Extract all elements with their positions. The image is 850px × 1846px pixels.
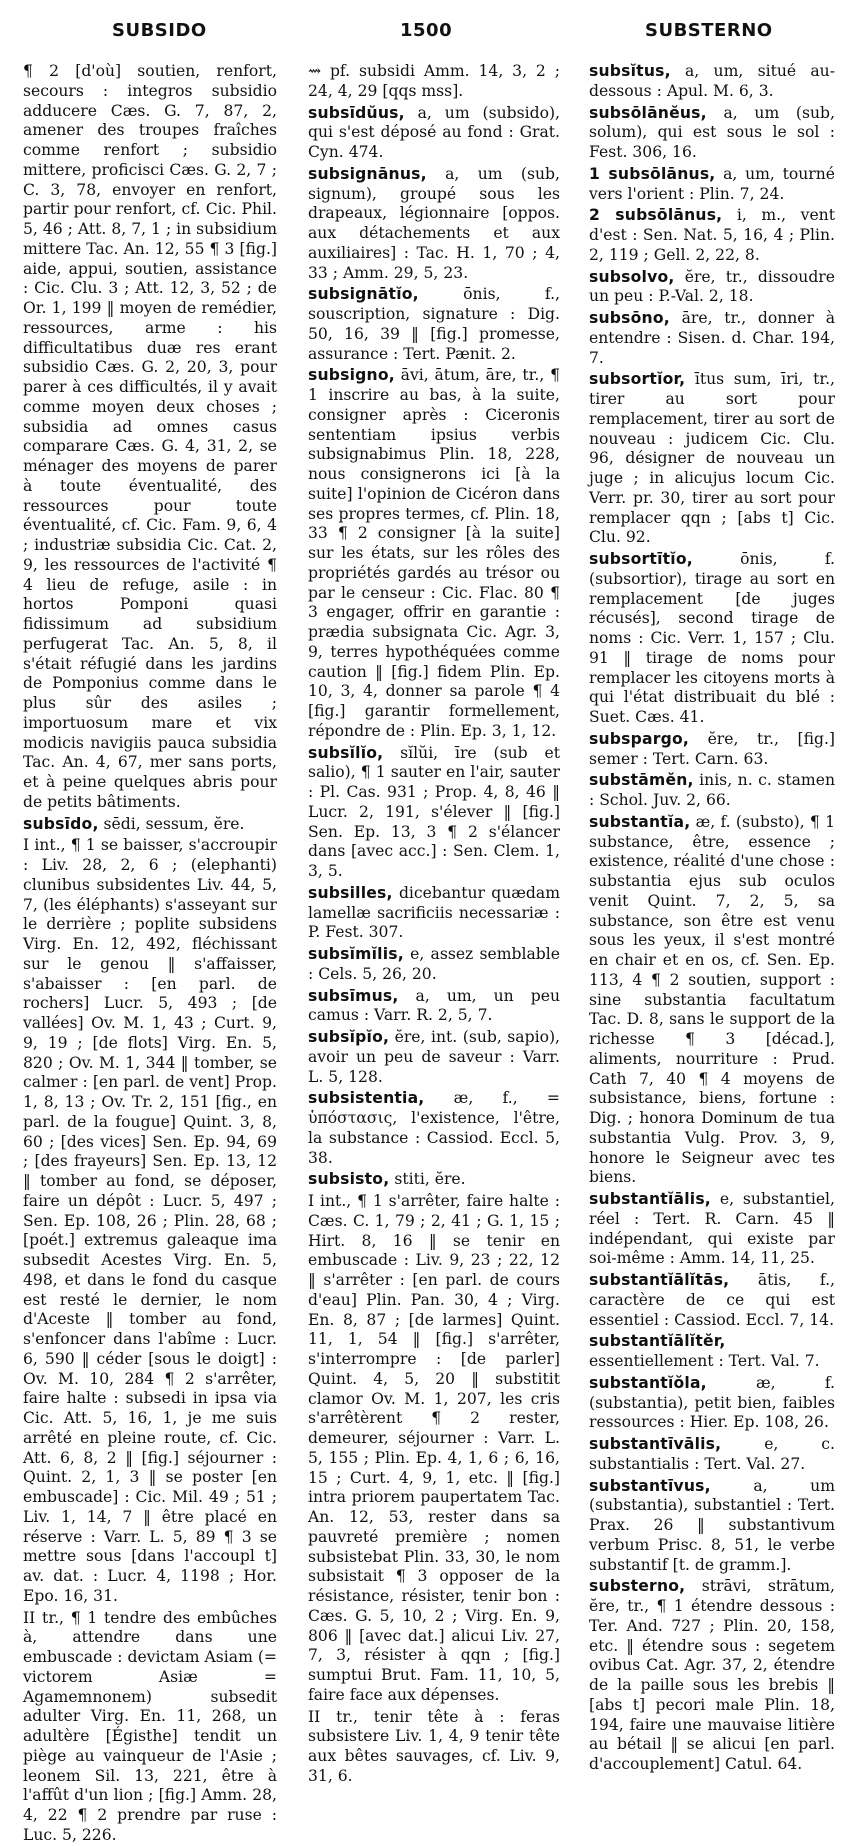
entry-text: a, um, situé au-dessous : Apul. M. 6, 3. bbox=[589, 62, 835, 100]
dictionary-entry bbox=[308, 165, 560, 284]
entry-headword: subsōno, bbox=[589, 309, 670, 327]
dictionary-entry bbox=[589, 1374, 835, 1433]
entry-text: a, um, un peu camus : Varr. R. 2, 5, 7. bbox=[308, 986, 560, 1025]
dictionary-entry bbox=[589, 62, 835, 102]
dictionary-entry bbox=[589, 206, 835, 265]
entry-text: I int., ¶ 1 se baisser, s'accroupir : Liv. 28, 2, 6 ; (elephanti) clunibus subsidentes Liv. 44, 5, 7, (les éléphants) s'asseyant sur le derrière ; poplite subsidens Virg. En. 12, 492, fléchissant sur le genou ‖ s'affaisser, s'abaisser : [en parl. de rochers] Lucr. 5, 493 ; [de vallées] Ov. M. 1, 43 ; Curt. 9, 9, 19 ; [de flots] Virg. En. 5, 820 ; Ov. M. 1, 344 ‖ tomber, se calmer : [en parl. de vent] Prop. 1, 8, 13 ; Ov. Tr. 2, 151 [fig., en parl. de la fougue] Quint. 3, 8, 60 ; [des vices] Sen. Ep. 94, 69 ; [des frayeurs] Sen. Ep. 13, 12 ‖ tomber au fond, se déposer, faire un dépôt : Lucr. 5, 497 ; Sen. Ep. 108, 26 ; Plin. 28, 68 ; [poét.] extremus galeaque ima subsedit Acestes Virg. En. 5, 498, et dans le fond du casque est resté le dernier, le nom d'Aceste ‖ tomber au fond, s'enfoncer dans l'abîme : Lucr. 6, 590 ‖ céder [sous le doigt] : Ov. M. 10, 284 ¶ 2 s'arrêter, faire halte : subsedi in ipsa via Cic. Att. 5, 16, 1, je me suis arrêté en pleine route, cf. Cic. Att. 6, 8, 2 ‖ [fig.] séjourner : Quint. 2, 1, 3 ‖ se poster [en embuscade] : Cic. Mil. 49 ; 51 ; Liv. 1, 14, 7 ‖ être placé en réserve : Varr. L. 5, 89 ¶ 3 se mettre sous [dans l'accoupl t] av. dat. : Lucr. 4, 1198 ; Hor. Epo. 16, 31. bbox=[23, 836, 277, 1605]
entry-headword: subsĭlĭo, bbox=[308, 743, 384, 762]
dictionary-entry bbox=[308, 366, 560, 741]
dictionary-entry bbox=[589, 813, 835, 1188]
dictionary-entry bbox=[589, 550, 835, 728]
entry-headword: subsigno, bbox=[308, 366, 395, 385]
entry-headword: subsĭmĭlis, bbox=[308, 945, 404, 963]
entry-text: strāvi, strātum, ĕre, tr., ¶ 1 étendre dessous : Ter. And. 727 ; Plin. 20, 158, etc. ‖ étendre sous : segetem ovibus Cat. Agr. 37, 2, étendre de la paille sous les brebis ‖ [abs t] pecori male Plin. 18, 194, faire une mauvaise litière au bétail ‖ se alicui [en parl. d'accouplement] Catul. 64. bbox=[589, 1577, 835, 1773]
dictionary-entry bbox=[308, 1170, 560, 1190]
entry-text: ōnis, f., souscription, signature : Dig. 50, 16, 39 ‖ [fig.] promesse, assurance : Tert. Pænit. 2. bbox=[308, 285, 560, 363]
entry-text: ĕre, int. (sub, sapio), avoir un peu de saveur : Varr. L. 5, 128. bbox=[308, 1028, 560, 1086]
running-head-left: SUBSIDO bbox=[112, 20, 207, 41]
entry-headword: subsortītĭo, bbox=[589, 550, 693, 568]
entry-text: essentiellement : Tert. Val. 7. bbox=[589, 1352, 820, 1370]
entry-headword: subsĭpĭo, bbox=[308, 1028, 390, 1046]
entry-headword: 1 subsōlānus, bbox=[589, 164, 716, 183]
entry-text: ōnis, f. (subsortior), tirage au sort en remplacement [de juges récusés], second tirage de noms : Cic. Verr. 1, 157 ; Clu. 91 ‖ tirage de noms pour remplacer les citoyens morts à qui l'état distribuait du blé : Suet. Cæs. 41. bbox=[589, 550, 835, 726]
entry-text: a, um (sub, solum), qui est sous le sol : Fest. 306, 16. bbox=[589, 103, 835, 161]
dictionary-entry bbox=[308, 987, 560, 1027]
entry-headword: subsīdo, bbox=[23, 814, 99, 833]
entry-text: stiti, ĕre. bbox=[389, 1170, 466, 1189]
dictionary-entry bbox=[23, 1609, 277, 1846]
dictionary-entry bbox=[589, 1190, 835, 1269]
dictionary-entry bbox=[308, 62, 560, 102]
dictionary-entry bbox=[589, 1271, 835, 1330]
dictionary-entry bbox=[589, 165, 835, 205]
dictionary-entry bbox=[589, 771, 835, 811]
dictionary-entry bbox=[589, 1477, 835, 1576]
entry-headword: substerno, bbox=[589, 1577, 686, 1596]
dictionary-entry bbox=[308, 285, 560, 364]
entry-headword: subsilles, bbox=[308, 883, 393, 902]
entry-headword: subsignātĭo, bbox=[308, 285, 419, 304]
dictionary-entry bbox=[308, 744, 560, 882]
dictionary-entry bbox=[589, 370, 835, 548]
column-3 bbox=[589, 62, 835, 1773]
entry-text: sĭlŭi, īre (sub et salio), ¶ 1 sauter en l'air, sauter : Pl. Cas. 931 ; Prop. 4, 8, 46 ‖ Lucr. 2, 191, s'élever ‖ [fig.] Sen. Ep. 13, 3 ¶ 2 s'élancer dans [avec acc.] : Sen. Clem. 1, 3, 5. bbox=[308, 743, 560, 880]
entry-text: a, um, tourné vers l'orient : Plin. 7, 24. bbox=[589, 164, 835, 203]
dictionary-entry bbox=[308, 945, 560, 985]
entry-text: e, substantiel, réel : Tert. R. Carn. 45 ‖ indépendant, qui existe par soi-même : Amm. 14, 11, 25. bbox=[589, 1190, 835, 1268]
entry-headword: subsistentia, bbox=[308, 1089, 425, 1108]
dictionary-entry bbox=[589, 268, 835, 308]
entry-headword: subsōlānĕus, bbox=[589, 103, 707, 122]
dictionary-entry bbox=[23, 815, 277, 835]
entry-headword: substantĭŏla, bbox=[589, 1373, 707, 1392]
entry-headword: subspargo, bbox=[589, 729, 690, 748]
entry-text: e, assez semblable : Cels. 5, 26, 20. bbox=[308, 945, 560, 983]
entry-headword: subsignānus, bbox=[308, 164, 427, 183]
entry-headword: subsisto, bbox=[308, 1170, 390, 1189]
entry-headword: subsolvo, bbox=[589, 267, 675, 286]
entry-text: I int., ¶ 1 s'arrêter, faire halte : Cæs. C. 1, 79 ; 2, 41 ; G. 1, 15 ; Hirt. 8, 16 ‖ se tenir en embuscade : Liv. 9, 23 ; 22, 12 ‖ s'arrêter : [en parl. de cours d'eau] Plin. Pan. 30, 4 ; Virg. En. 8, 87 ; [de larmes] Quint. 11, 1, 54 ‖ [fig.] s'arrêter, s'interrompre : [de parler] Quint. 4, 5, 20 ‖ substitit clamor Ov. M. 1, 207, les cris s'arrêtèrent ¶ 2 rester, demeurer, séjourner : Varr. L. 5, 155 ; Plin. Ep. 4, 1, 6 ; 6, 16, 15 ; Curt. 4, 9, 1, etc. ‖ [fig.] intra priorem paupertatem Tac. An. 12, 53, rester dans sa pauvreté première ; nomen subsistebat Plin. 33, 30, le nom subsistait ¶ 3 opposer de la résistance, résister, tenir bon : Cæs. G. 5, 10, 2 ; Virg. En. 9, 806 ‖ [avec dat.] alicui Liv. 27, 7, 3, résister à qqn ; [fig.] sumptui Brut. Fam. 11, 10, 5, faire face aux dépenses. bbox=[308, 1192, 560, 1704]
entry-headword: substantīvus, bbox=[589, 1476, 711, 1495]
entry-headword: subsīmus, bbox=[308, 986, 399, 1005]
dictionary-entry bbox=[589, 1435, 835, 1475]
entry-text: ĕre, tr., [fig.] semer : Tert. Carn. 63. bbox=[589, 729, 835, 768]
entry-text: ¶ 2 [d'où] soutien, renfort, secours : integros subsidio adducere Cæs. G. 7, 87, 2, amener des troupes fraîches comme renfort ; subsidio mittere, proficisci Cæs. G. 2, 7 ; C. 3, 78, envoyer en renfort, partir pour renfort, cf. Cic. Phil. 5, 46 ; Att. 8, 7, 1 ; in subsidium mittere Tac. An. 12, 55 ¶ 3 [fig.] aide, appui, soutien, assistance : Cic. Clu. 3 ; Att. 12, 3, 52 ; de Or. 1, 199 ‖ moyen de remédier, ressources, arme : his difficultatibus duæ res erant subsidio Cæs. G. 2, 20, 3, pour parer à ces difficultés, il y avait comme moyen deux choses ; subsidia ad omnes casus comparare Cæs. G. 4, 31, 2, se ménager des moyens de parer à toute éventualité, des ressources pour toute éventualité, cf. Cic. Fam. 9, 6, 4 ; industriæ subsidia Cic. Cat. 2, 9, les ressources de l'activité ¶ 4 lieu de refuge, asile : in hortos Pomponi quasi fidissimum ad subsidium perfugerat Tac. An. 5, 8, il s'était réfugié dans les jardins de Pomponius comme dans le plus sûr des asiles ; importuosum mare et vix modicis navigiis pauca subsidia Tac. An. 4, 67, mer sans ports, et à peine quelques abris pour de petits bâtiments. bbox=[23, 62, 277, 811]
entry-text: a, um (sub, signum), groupé sous les drapeaux, légionnaire [oppos. aux détachements et aux auxiliaires] : Tac. H. 1, 70 ; 4, 33 ; Amm. 29, 5, 23. bbox=[308, 164, 560, 282]
dictionary-entry bbox=[589, 730, 835, 770]
running-head-right: SUBSTERNO bbox=[645, 20, 773, 41]
dictionary-entry bbox=[23, 836, 277, 1606]
column-1 bbox=[23, 62, 277, 1844]
entry-text: sēdi, sessum, ĕre. bbox=[98, 814, 245, 833]
entry-text: e, c. substantialis : Tert. Val. 27. bbox=[589, 1435, 835, 1473]
entry-headword: substantĭālĭtās, bbox=[589, 1271, 730, 1289]
entry-text: a, um (subsido), qui s'est déposé au fond : Grat. Cyn. 474. bbox=[308, 103, 560, 161]
entry-headword: substantĭa, bbox=[589, 812, 691, 831]
entry-headword: subsīdŭus, bbox=[308, 103, 405, 122]
entry-text: æ, f., = ὑπόστασις, l'existence, l'être, la substance : Cassiod. Eccl. 5, 38. bbox=[308, 1089, 560, 1167]
dictionary-entry bbox=[589, 309, 835, 368]
dictionary-entry bbox=[589, 1332, 835, 1372]
entry-headword: substantĭālis, bbox=[589, 1190, 711, 1208]
entry-text: ātis, f., caractère de ce qui est essentiel : Cassiod. Eccl. 7, 14. bbox=[589, 1271, 835, 1329]
dictionary-entry bbox=[308, 104, 560, 163]
dictionary-entry bbox=[308, 884, 560, 943]
entry-text: dicebantur quædam lamellæ sacrificiis necessariæ : P. Fest. 307. bbox=[308, 883, 560, 942]
dictionary-entry bbox=[308, 1192, 560, 1706]
dictionary-entry bbox=[589, 104, 835, 163]
entry-text: āre, tr., donner à entendre : Sisen. d. Char. 194, 7. bbox=[589, 309, 835, 367]
entry-headword: 2 subsōlānus, bbox=[589, 206, 723, 225]
entry-text: ĕre, tr., dissoudre un peu : P.-Val. 2, 18. bbox=[589, 267, 835, 306]
entry-text: āvi, ātum, āre, tr., ¶ 1 inscrire au bas, à la suite, consigner après : Ciceronis sententiam ipsius verbis subsignabimus Plin. 18, 228, nous consignerons ici [à la suite] l'opinion de Cicéron dans ses propres termes, cf. Plin. 18, 33 ¶ 2 consigner [à la suite] sur les états, sur les rôles des propriétés gardés au trésor ou par le censeur : Cic. Flac. 80 ¶ 3 engager, offrir en garantie : prædia subsignata Cic. Agr. 3, 9, terres hypothéquées comme caution ‖ [fig.] fidem Plin. Ep. 10, 3, 4, donner sa parole ¶ 4 [fig.] garantir formellement, répondre de : Plin. Ep. 3, 1, 12. bbox=[308, 366, 560, 740]
page-number: 1500 bbox=[400, 20, 453, 41]
dictionary-entry bbox=[308, 1089, 560, 1168]
entry-text: ītus sum, īri, tr., tirer au sort pour remplacement, tirer au sort de nouveau : judicem Cic. Clu. 96, désigner de nouveau un juge ; in alicujus locum Cic. Verr. pr. 30, tirer au sort pour remplacer qqn ; [abs t] Cic. Clu. 92. bbox=[589, 370, 835, 547]
column-2 bbox=[308, 62, 560, 1785]
dictionary-entry bbox=[23, 62, 277, 813]
entry-text: II tr., ¶ 1 tendre des embûches à, attendre dans une embuscade : devictam Asiam (= victorem Asiæ = Agamemnonem) subsedit adulter Virg. En. 11, 268, un adultère [Égisthe] tendit un piège au vainqueur de l'Asie ; leonem Sil. 13, 221, être à l'affût d'un lion ; [fig.] Amm. 28, 4, 22 ¶ 2 prendre par ruse : Luc. 5, 226. bbox=[23, 1608, 277, 1844]
entry-text: i, m., vent d'est : Sen. Nat. 5, 16, 4 ; Plin. 2, 119 ; Gell. 2, 22, 8. bbox=[589, 206, 835, 264]
entry-headword: substāmĕn, bbox=[589, 771, 694, 790]
dictionary-entry bbox=[308, 1708, 560, 1787]
dictionary-entry bbox=[308, 1028, 560, 1087]
entry-headword: substantīvālis, bbox=[589, 1435, 722, 1453]
entry-text: a, um (substantia), substantiel : Tert. Prax. 26 ‖ substantivum verbum Prisc. 8, 51, le verbe substantif [t. de gramm.]. bbox=[589, 1476, 835, 1574]
entry-text: inis, n. c. stamen : Schol. Juv. 2, 66. bbox=[589, 771, 835, 809]
entry-text: II tr., tenir tête à : feras subsistere Liv. 1, 4, 9 tenir tête aux bêtes sauvages, cf. Liv. 9, 31, 6. bbox=[308, 1707, 560, 1785]
entry-headword: subsortĭor, bbox=[589, 370, 686, 389]
page-header bbox=[0, 20, 850, 46]
entry-text: æ, f. (substo), ¶ 1 substance, être, essence ; existence, réalité d'une chose : substantia ejus sub oculos venit Quint. 7, 2, 5, sa substance, son être est venu sous les yeux, il s'est montré en chair et en os, cf. Sen. Ep. 113, 4 ¶ 2 soutien, support : sine substantia facultatum Tac. D. 8, sans le support de la richesse ¶ 3 [décad.], aliments, nourriture : Prud. Cath 7, 40 ¶ 4 moyens de subsistance, biens, fortune : Dig. ; honora Dominum de tua substantia Vulg. Prov. 3, 9, honore le Seigneur avec tes biens. bbox=[589, 812, 835, 1187]
entry-headword: subsĭtus, bbox=[589, 62, 671, 80]
entry-headword: substantĭālĭtĕr, bbox=[589, 1332, 726, 1351]
dictionary-entry bbox=[589, 1577, 835, 1775]
entry-text: æ, f. (substantia), petit bien, faibles ressources : Hier. Ep. 108, 26. bbox=[589, 1373, 835, 1432]
entry-text: ⇝ pf. subsidi Amm. 14, 3, 2 ; 24, 4, 29 [qqs mss]. bbox=[308, 62, 560, 100]
